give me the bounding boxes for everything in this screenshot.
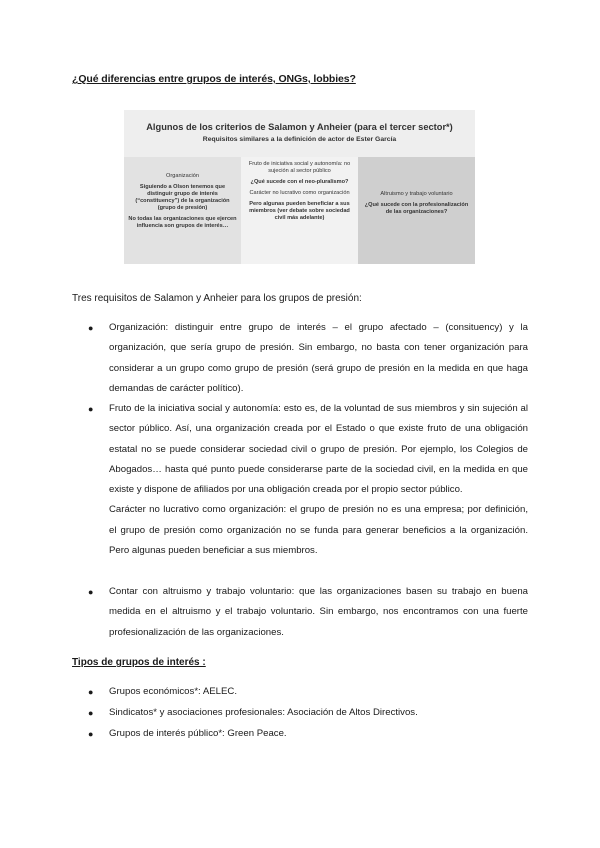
bullet-icon: ● xyxy=(88,708,94,718)
bullet-icon: ● xyxy=(88,729,94,739)
figure-title: Algunos de los criterios de Salamon y Anheier (para el tercer sector*) xyxy=(146,122,453,132)
bullet-icon: ● xyxy=(88,404,94,414)
figure-cell-text: Pero algunas pueden beneficiar a sus miembros (ver debate sobre sociedad civil más adelante) xyxy=(249,201,350,221)
bullet-icon: ● xyxy=(88,587,94,597)
requirement-text: Contar con altruismo y trabajo voluntario: que las organizaciones basen su trabajo en buena medida en el altruismo y el trabajo voluntario. Sin embargo, nos encontramos con una fuerte profesionalización de las organizaciones. xyxy=(109,586,528,638)
requirement-text: Carácter no lucrativo como organización: el grupo de presión no es una empresa; por definición, el grupo de presión como organización no se funda para generar beneficios a la organización. Pero algunas pueden beneficiar a sus miembros. xyxy=(109,504,528,557)
criteria-figure xyxy=(124,110,475,264)
figure-column-iniciativa xyxy=(241,157,358,264)
figure-cell-text: ¿Qué sucede con el neo-pluralismo? xyxy=(250,179,349,185)
figure-cell-heading: Organización xyxy=(166,173,199,179)
bullet-icon: ● xyxy=(88,687,94,697)
figure-column-organizacion xyxy=(124,157,241,264)
intro-paragraph: Tres requisitos de Salamon y Anheier para los grupos de presión: xyxy=(72,293,362,304)
requirement-item xyxy=(109,399,528,561)
bullet-icon: ● xyxy=(88,323,94,333)
figure-cell-text: ¿Qué sucede con la profesionalización de las organizaciones? xyxy=(364,202,469,215)
figure-column-altruismo xyxy=(358,157,475,264)
requirement-text: Fruto de la iniciativa social y autonomía: esto es, de la voluntad de sus miembros y sin sujeción al sector público. Así, una organización creada por el Estado o que existe fruto de una obligación estatal no se puede considerar sociedad civil o grupo de presión. Por ejemplo, los Colegios de Abogados… hasta qué punto puede considerarse parte de la sociedad civil, en la medida en que existe y dispone de afiliados por una obligación creada por el propio sector público. xyxy=(109,403,528,496)
figure-cell-text: Siguiendo a Olson tenemos que distinguir grupo de interés (“constituency”) de la organización (grupo de presión) xyxy=(135,184,230,211)
question-heading: ¿Qué diferencias entre grupos de interés, ONGs, lobbies? xyxy=(72,73,356,85)
figure-cell-heading: Altruismo y trabajo voluntario xyxy=(380,191,453,197)
figure-cell-text: No todas las organizaciones que ejercen influencia son grupos de interés… xyxy=(128,216,237,229)
type-item: Grupos económicos*: AELEC. xyxy=(109,686,237,697)
type-item: Sindicatos* y asociaciones profesionales: Asociación de Altos Directivos. xyxy=(109,707,418,718)
requirement-item xyxy=(109,318,528,399)
types-heading: Tipos de grupos de interés : xyxy=(72,657,206,668)
requirement-text: Organización: distinguir entre grupo de interés – el grupo afectado – (consituency) y la organización, que sería grupo de presión. Sin embargo, no basta con tener organización para considerar a un grupo como grupo de presión (será grupo de presión en la medida en que haga demandas de carácter político). xyxy=(109,322,528,394)
figure-cell-text: Carácter no lucrativo como organización xyxy=(249,190,350,196)
figure-subtitle: Requisitos similares a la definición de actor de Ester García xyxy=(202,136,397,143)
type-item: Grupos de interés público*: Green Peace. xyxy=(109,728,287,739)
requirement-item xyxy=(109,582,528,643)
figure-cell-heading: Fruto de iniciativa social y autonomía: no sujeción al sector público xyxy=(248,161,351,174)
